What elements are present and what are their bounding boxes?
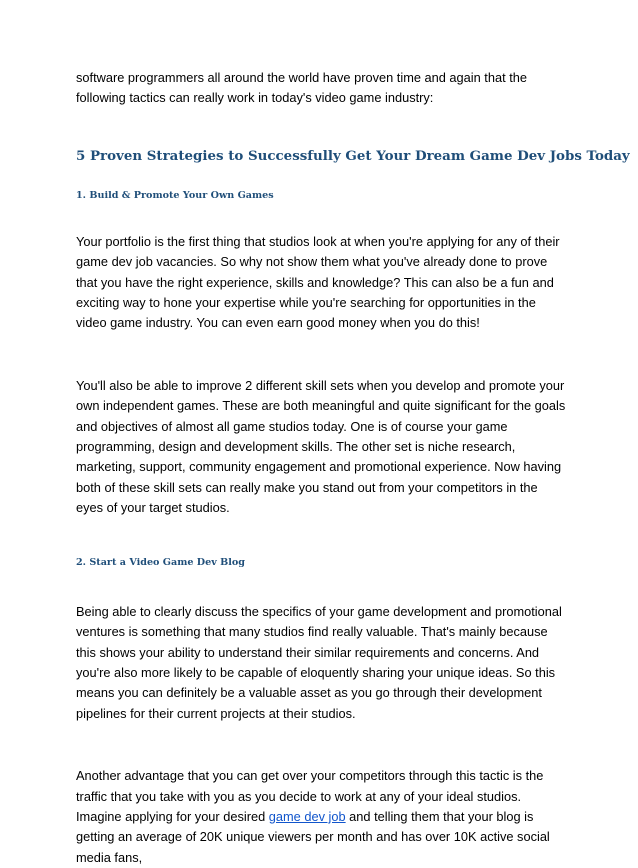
section2-paragraph-2 (76, 766, 566, 868)
section1-paragraph-1: Your portfolio is the first thing that studios look at when you're applying for any of their game dev job vacancies. So why not show them what you've already done to prove that you have the right experience, skills and knowledge? This can also be a fun and exciting way to hone your expertise while you're searching for opportunities in the video game industry. You can even earn good money when you do this! (76, 233, 560, 331)
section2-paragraph-2-text-end: and telling them that your blog is getting an average of 20K unique viewers per month and has over 10K active social media fans, (76, 808, 550, 865)
section2-paragraph-2-text-start: Another advantage that you can get over your competitors through this tactic is the traffic that you take with you as you decide to work at any of your ideal studios. Imagine applying for your desired (76, 768, 544, 824)
document-page (76, 60, 630, 868)
section2-paragraph-1: Being able to clearly discuss the specifics of your game development and promotional ventures is something that many studios find really valuable. That's mainly because this shows your ability to understand their similar requirements and concerns. And you're also more likely to be capable of eloquently sharing your unique ideas. So this means you can definitely be a valuable asset as you go through their development pipelines for their current projects at their studios. (76, 603, 562, 721)
section-heading-dev-blog: 2. Start a Video Game Dev Blog (76, 556, 245, 568)
intro-paragraph: software programmers all around the world have proven time and again that the following tactics can really work in today's video game industry: (76, 70, 527, 106)
section-heading-build-promote: 1. Build & Promote Your Own Games (76, 189, 274, 201)
section1-paragraph-2: You'll also be able to improve 2 different skill sets when you develop and promote your own independent games. These are both meaningful and quite significant for the goals and objectives of almost all game studios today. One is of course your game programming, design and development skills. The other set is niche research, marketing, support, community engagement and promotional experience. Now having both of these skill sets can really make you stand out from your competitors in the eyes of your target studios. (76, 377, 566, 516)
game-dev-job-link[interactable]: game dev job (268, 808, 346, 824)
main-heading: 5 Proven Strategies to Successfully Get Your Dream Game Dev Jobs Today (76, 147, 630, 164)
